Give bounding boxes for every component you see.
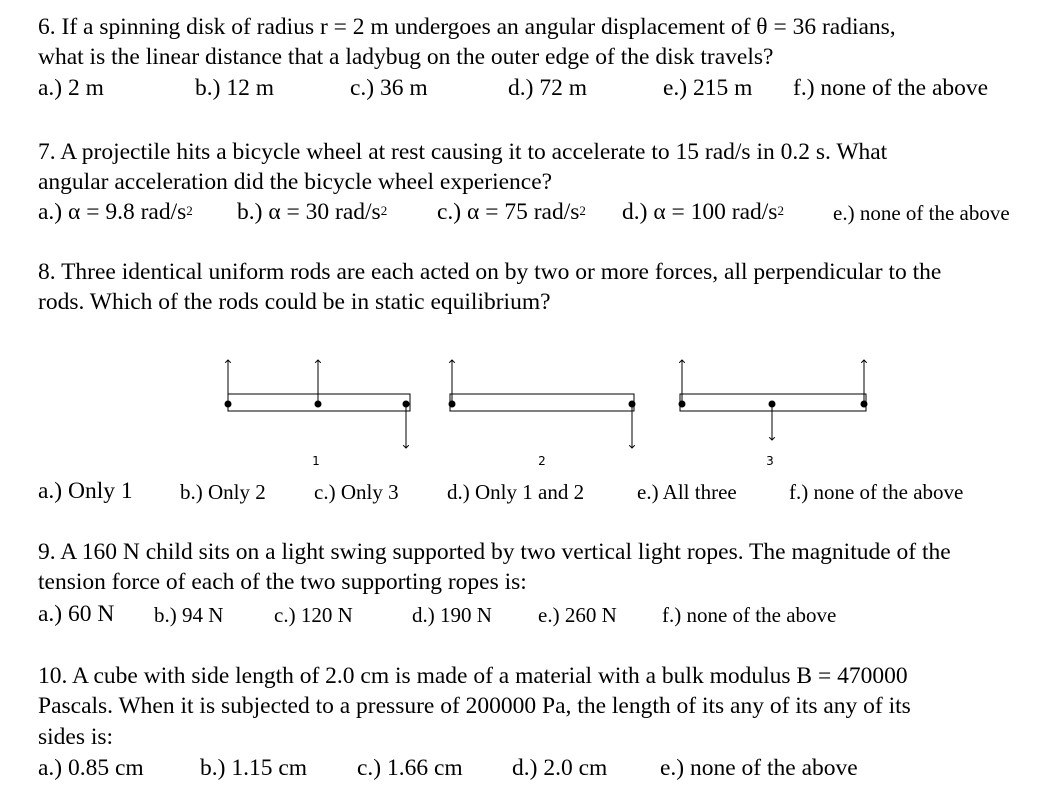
rod-3 <box>679 360 868 440</box>
q10-option-d: d.) 2.0 cm <box>512 755 608 781</box>
q8-option-b: b.) Only 2 <box>180 480 266 504</box>
q7-text-line2: angular acceleration did the bicycle wheel experience? <box>38 169 553 195</box>
q8-option-d: d.) Only 1 and 2 <box>447 480 585 504</box>
q7-option-a: a.) α = 9.8 rad/$s^2$ <box>38 199 193 225</box>
q10-option-a: a.) 0.85 cm <box>38 755 144 781</box>
q9-option-b: b.) 94 N <box>154 603 224 627</box>
q10-option-e: e.) none of the above <box>660 755 858 781</box>
q6-text-line1: 6. If a spinning disk of radius r = 2 m undergoes an angular displacement of θ = 36 radians, <box>38 14 896 40</box>
q10-option-c: c.) 1.66 cm <box>357 755 463 781</box>
q6-text-line2: what is the linear distance that a ladybug on the outer edge of the disk travels? <box>38 44 774 70</box>
q8-option-a: a.) Only 1 <box>38 478 133 504</box>
q8-text-line1: 8. Three identical uniform rods are each acted on by two or more forces, all perpendicular to the <box>38 259 942 285</box>
rod-label-3: 3 <box>766 454 774 468</box>
q10-text-line1: 10. A cube with side length of 2.0 cm is made of a material with a bulk modulus B = 470000 <box>38 663 908 689</box>
rod-label-1: 1 <box>312 454 320 468</box>
q6-option-a: a.) 2 m <box>38 75 104 101</box>
q7-option-d: d.) α = 100 rad/$s^2$ <box>622 199 784 225</box>
q6-option-e: e.) 215 m <box>663 75 753 101</box>
q9-option-d: d.) 190 N <box>412 603 492 627</box>
q7-option-b: b.) α = 30 rad/$s^2$ <box>237 199 388 225</box>
q6-option-c: c.) 36 m <box>350 75 428 101</box>
q8-option-c: c.) Only 3 <box>314 480 399 504</box>
q8-text-line2: rods. Which of the rods could be in static equilibrium? <box>38 289 551 315</box>
q10-option-b: b.) 1.15 cm <box>200 755 308 781</box>
q10-text-line3: sides is: <box>38 724 114 750</box>
q8-option-f: f.) none of the above <box>789 480 964 504</box>
rods-figure <box>0 340 1060 470</box>
q6-option-d: d.) 72 m <box>508 75 587 101</box>
rod-1 <box>225 360 411 448</box>
q7-option-c: c.) α = 75 rad/$s^2$ <box>437 199 586 225</box>
q9-text-line2: tension force of each of the two supporting ropes is: <box>38 569 527 595</box>
q9-option-c: c.) 120 N <box>274 603 353 627</box>
q7-text-line1: 7. A projectile hits a bicycle wheel at rest causing it to accelerate to 15 rad/s in 0.2 s. What <box>38 139 888 165</box>
q8-option-e: e.) All three <box>637 480 737 504</box>
q9-option-e: e.) 260 N <box>538 603 617 627</box>
q10-text-line2: Pascals. When it is subjected to a pressure of 200000 Pa, the length of its any of its any of its <box>38 693 911 719</box>
q9-option-f: f.) none of the above <box>662 603 837 627</box>
q7-option-e: e.) none of the above <box>833 201 1010 225</box>
q6-option-b: b.) 12 m <box>195 75 274 101</box>
q9-option-a: a.) 60 N <box>38 601 115 627</box>
q9-text-line1: 9. A 160 N child sits on a light swing supported by two vertical light ropes. The magnitude of the <box>38 539 951 565</box>
q6-option-f: f.) none of the above <box>793 75 989 101</box>
rod-2 <box>449 360 636 448</box>
rod-label-2: 2 <box>538 454 546 468</box>
